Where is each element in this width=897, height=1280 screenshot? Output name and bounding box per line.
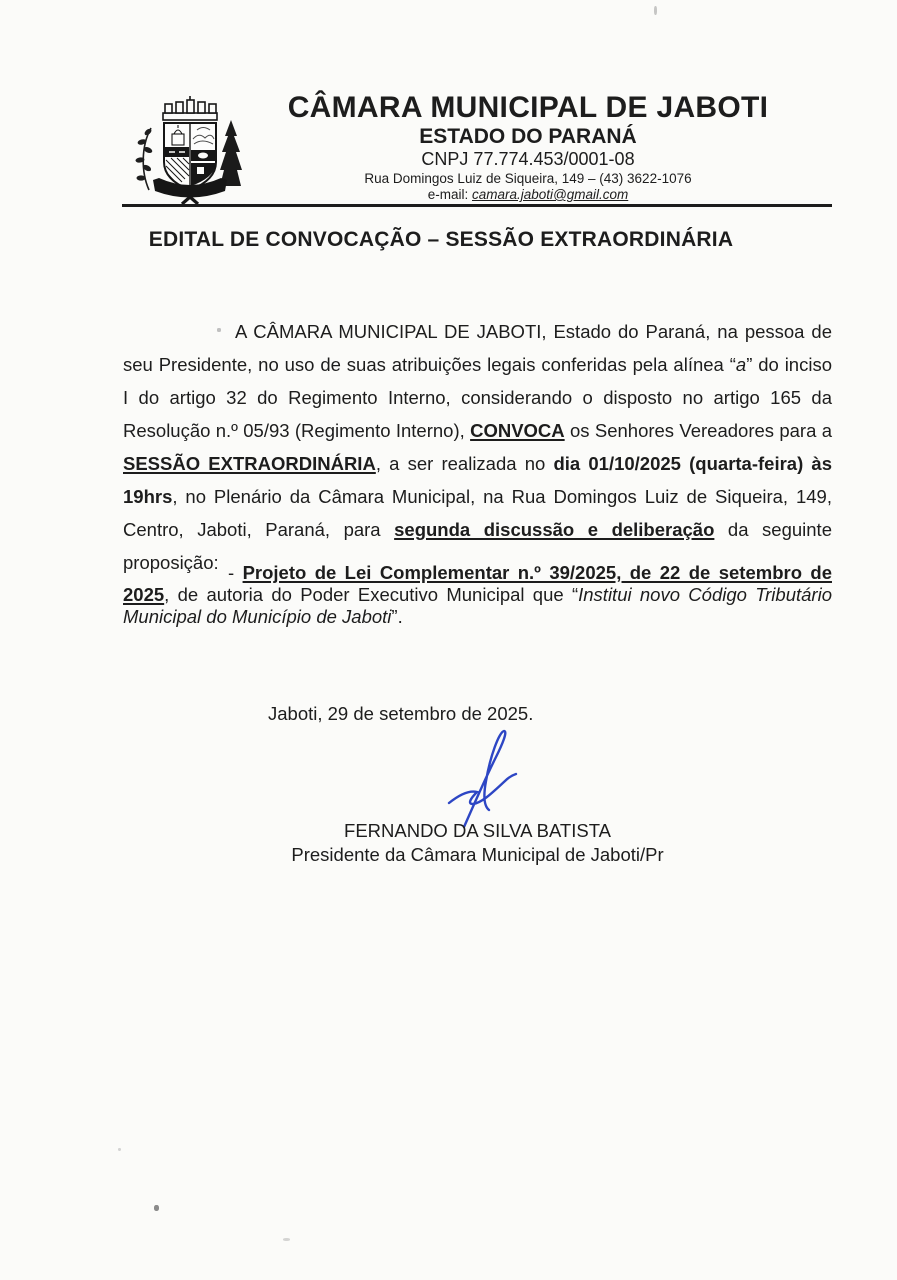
signature-block (123, 819, 832, 867)
org-name: CÂMARA MUNICIPAL DE JABOTI (287, 91, 769, 124)
proposal-paragraph: - Projeto de Lei Complementar n.º 39/2025, de 22 de setembro de 2025, de autoria do Poder Executivo Municipal que “Institui novo Código Tributário Municipal do Município de Jaboti”. (123, 562, 832, 627)
signer-title: Presidente da Câmara Municipal de Jaboti/Pr (291, 844, 664, 865)
letterhead-text (225, 91, 831, 203)
convocation-paragraph: A CÂMARA MUNICIPAL DE JABOTI, Estado do Paraná, na pessoa de seu Presidente, no uso de suas atribuições legais conferidas pela alínea “a” do inciso I do artigo 32 do Regimento Interno, considerando o disposto no artigo 165 da Resolução n.º 05/93 (Regimento Interno), CONVOCA os Senhores Vereadores para a SESSÃO EXTRAORDINÁRIA, a ser realizada no dia 01/10/2025 (quarta-feira) às 19hrs, no Plenário da Câmara Municipal, na Rua Domingos Luiz de Siqueira, 149, Centro, Jaboti, Paraná, para segunda discussão e deliberação da seguinte proposição: (123, 321, 832, 573)
org-address: Rua Domingos Luiz de Siqueira, 149 – (43) 3622-1076 (364, 171, 692, 186)
org-cnpj: CNPJ 77.774.453/0001-08 (421, 149, 635, 169)
scan-artifact (654, 6, 657, 15)
document-title: EDITAL DE CONVOCAÇÃO – SESSÃO EXTRAORDINÁRIA (148, 228, 734, 251)
email-address: camara.jaboti@gmail.com (472, 187, 629, 202)
email-label: e-mail: (427, 187, 472, 202)
scan-artifact (217, 328, 221, 332)
scan-artifact (283, 1238, 290, 1241)
org-state: ESTADO DO PARANÁ (419, 125, 637, 148)
scan-artifact (154, 1205, 159, 1211)
signer-name: FERNANDO DA SILVA BATISTA (344, 820, 611, 841)
date-line: Jaboti, 29 de setembro de 2025. (268, 703, 534, 724)
org-email-line (225, 187, 831, 203)
letterhead-divider (122, 204, 832, 207)
handwritten-signature (446, 729, 536, 829)
scan-artifact (118, 1148, 121, 1151)
